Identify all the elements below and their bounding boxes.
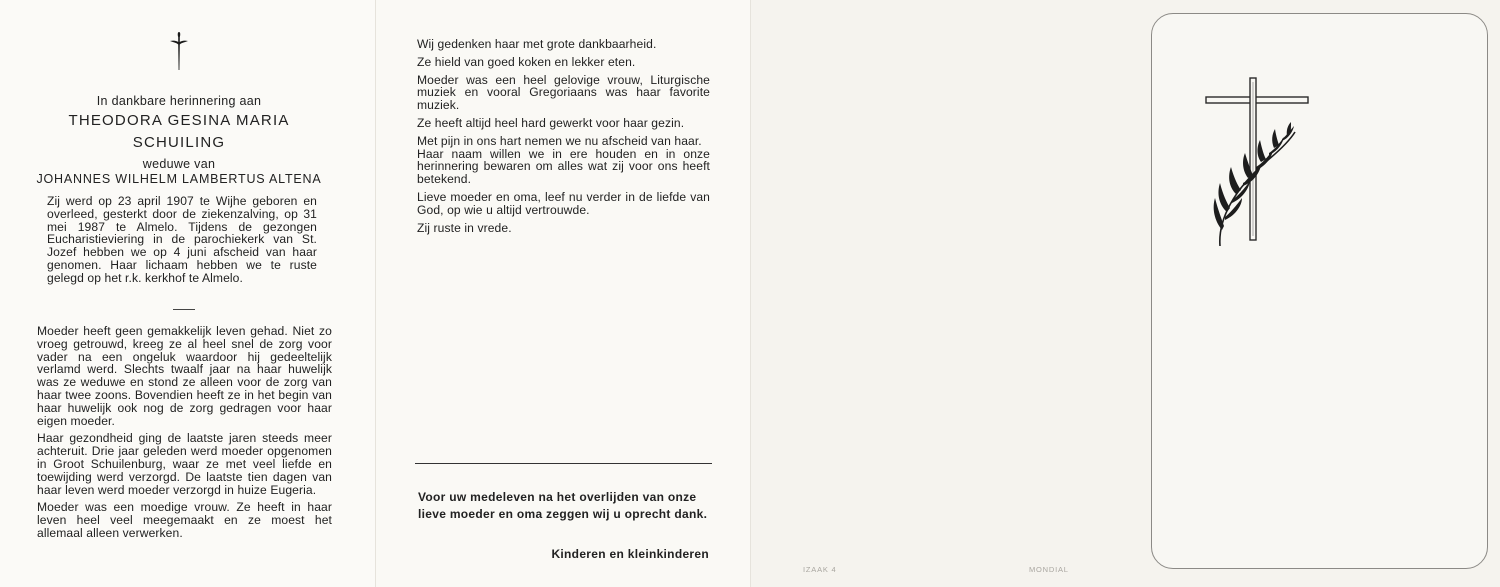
- widow-of-label: weduwe van: [142, 157, 216, 171]
- paragraph: Ze hield van goed koken en lekker eten.: [417, 54, 636, 69]
- paragraph: Lieve moeder en oma, leef nu verder in de liefde van God, op wie u altijd vertrouwde.: [417, 189, 710, 217]
- biography-text: Zij werd op 23 april 1907 te Wijhe geboren en overleed, gesterkt door de ziekenzalving, op 31 mei 1987 te Almelo. Tijdens de gezongen Eucharistieviering in de parochiekerk van St. Jozef hebben we op 4 juni afscheid van haar genomen. Haar lichaam hebben we te ruste gelegd op het r.k. kerkhof te Almelo.: [47, 194, 317, 285]
- divider-line: [415, 463, 712, 464]
- paragraph: Zij ruste in vrede.: [417, 220, 512, 235]
- small-cross-icon: [168, 30, 190, 74]
- footer-brand: MONDIAL: [1029, 565, 1069, 574]
- footer-code: IZAAK 4: [803, 565, 837, 574]
- short-separator: [173, 309, 195, 310]
- thanks-text: Voor uw medeleven na het overlijden van onze lieve moeder en oma zeggen wij u oprecht dank.: [418, 490, 708, 521]
- paragraph: Moeder was een heel gelovige vrouw, Liturgische muziek en vooral Gregoriaans was haar favorite muziek.: [417, 72, 710, 113]
- cross-with-palm-icon: [1198, 70, 1313, 250]
- paragraph: Moeder was een moedige vrouw. Ze heeft in haar leven heel veel meegemaakt en ze moest het allemaal alleen verwerken.: [37, 500, 332, 540]
- remembrance-text: [417, 38, 710, 239]
- paragraph: Met pijn in ons hart nemen we nu afscheid van haar. Haar naam willen we in ere houden en in onze herinnering bewaren om alles wat zij voor ons heeft betekend.: [417, 133, 710, 187]
- fold-line: [375, 0, 376, 587]
- paragraph: Ze heeft altijd heel hard gewerkt voor haar gezin.: [417, 115, 685, 130]
- paragraph: Wij gedenken haar met grote dankbaarheid.: [417, 37, 657, 51]
- paragraph: Haar gezondheid ging de laatste jaren steeds meer achteruit. Drie jaar geleden werd moeder opgenomen in Groot Schuilenburg, waar ze met veel liefde en toewijding werd verzorgd. De laatste tien dagen van haar leven werd moeder verzorgd in huize Eugeria.: [37, 431, 332, 497]
- paragraph: Moeder heeft geen gemakkelijk leven gehad. Niet zo vroeg getrouwd, kreeg ze al heel snel de zorg voor vader na een ongeluk waardoor hij gedeeltelijk verlamd werd. Slechts twaalf jaar na haar huwelijk was ze weduwe en stond ze alleen voor de zorg van haar twee zoons. Bovendien heeft ze in het begin van haar huwelijk ook nog de zorg gedragen voor haar eigen moeder.: [37, 324, 332, 428]
- signoff-text: Kinderen en kleinkinderen: [551, 547, 709, 561]
- deceased-name: THEODORA GESINA MARIA: [68, 112, 290, 129]
- fold-line: [750, 0, 751, 587]
- husband-name: JOHANNES WILHELM LAMBERTUS ALTENA: [36, 172, 322, 186]
- life-story: [37, 325, 332, 545]
- deceased-surname: SCHUILING: [132, 134, 226, 151]
- intro-text: In dankbare herinnering aan: [96, 94, 262, 108]
